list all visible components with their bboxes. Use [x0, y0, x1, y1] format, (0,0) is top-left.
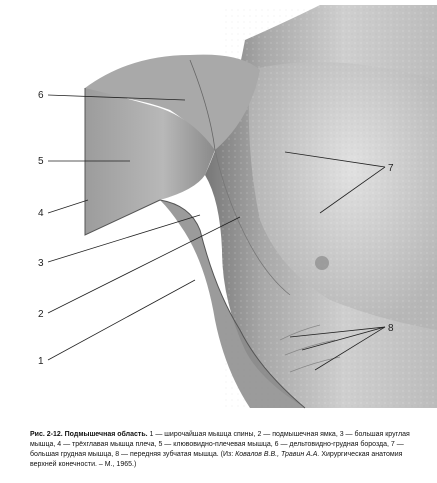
- caption-source: Хирургическая анатомия верхней конечности. – М., 1965.): [30, 451, 403, 468]
- label-2: 2: [38, 309, 44, 320]
- label-5: 5: [38, 156, 44, 167]
- figure-caption: [30, 430, 430, 470]
- label-6: 6: [38, 90, 44, 101]
- label-7: 7: [388, 163, 394, 174]
- label-4: 4: [38, 208, 44, 219]
- label-8: 8: [388, 323, 394, 334]
- caption-title: Рис. 2-12. Подмышечная область.: [30, 431, 148, 438]
- nipple-mark: [315, 256, 329, 270]
- label-3: 3: [38, 258, 44, 269]
- label-1: 1: [38, 356, 44, 367]
- caption-authors: Ковалов В.В., Травин А.А.: [235, 451, 320, 458]
- caption-body: 1 — широчайшая мышца спины, 2 — подмышечная ямка, 3 — большая круглая мышца, 4 — трёхглавая мышца плеча, 5 — клювовидно-плечевая мышца, 6 — дельтовидно-грудная борозда, 7 — большая грудная мышца, 8 — передняя зубчатая мышца. (Из:: [30, 431, 410, 458]
